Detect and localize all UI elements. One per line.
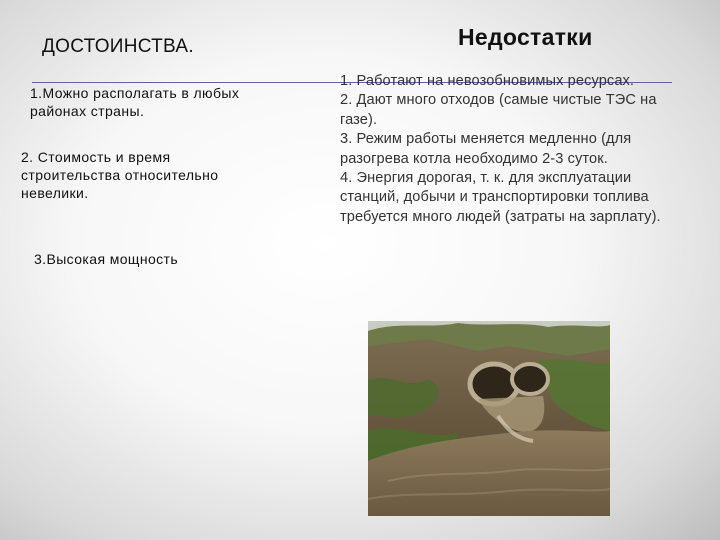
- advantage-item-3: 3.Высокая мощность: [34, 251, 179, 267]
- disadvantage-item-2: 2. Дают много отходов (самые чистые ТЭС на газе).: [340, 92, 657, 128]
- advantage-item-2: 2. Стоимость и время строительства относительно невелики.: [21, 149, 219, 201]
- advantage-item-1: 1.Можно располагать в любых районах страны.: [30, 85, 240, 119]
- polluted-drainage-photo: [368, 321, 610, 516]
- disadvantage-item-4: 4. Энергия дорогая, т. к. для эксплуатации станций, добычи и транспортировки топлива требуется много людей (затраты на зарплату).: [340, 170, 661, 225]
- disadvantage-item-1: 1. Работают на невозобновимых ресурсах.: [340, 73, 635, 89]
- disadvantages-title: Недостатки: [458, 24, 593, 50]
- disadvantages-list: [340, 72, 685, 227]
- disadvantage-item-3: 3. Режим работы меняется медленно (для разогрева котла необходимо 2-3 суток.: [340, 131, 632, 167]
- advantages-title: ДОСТОИНСТВА.: [42, 36, 194, 57]
